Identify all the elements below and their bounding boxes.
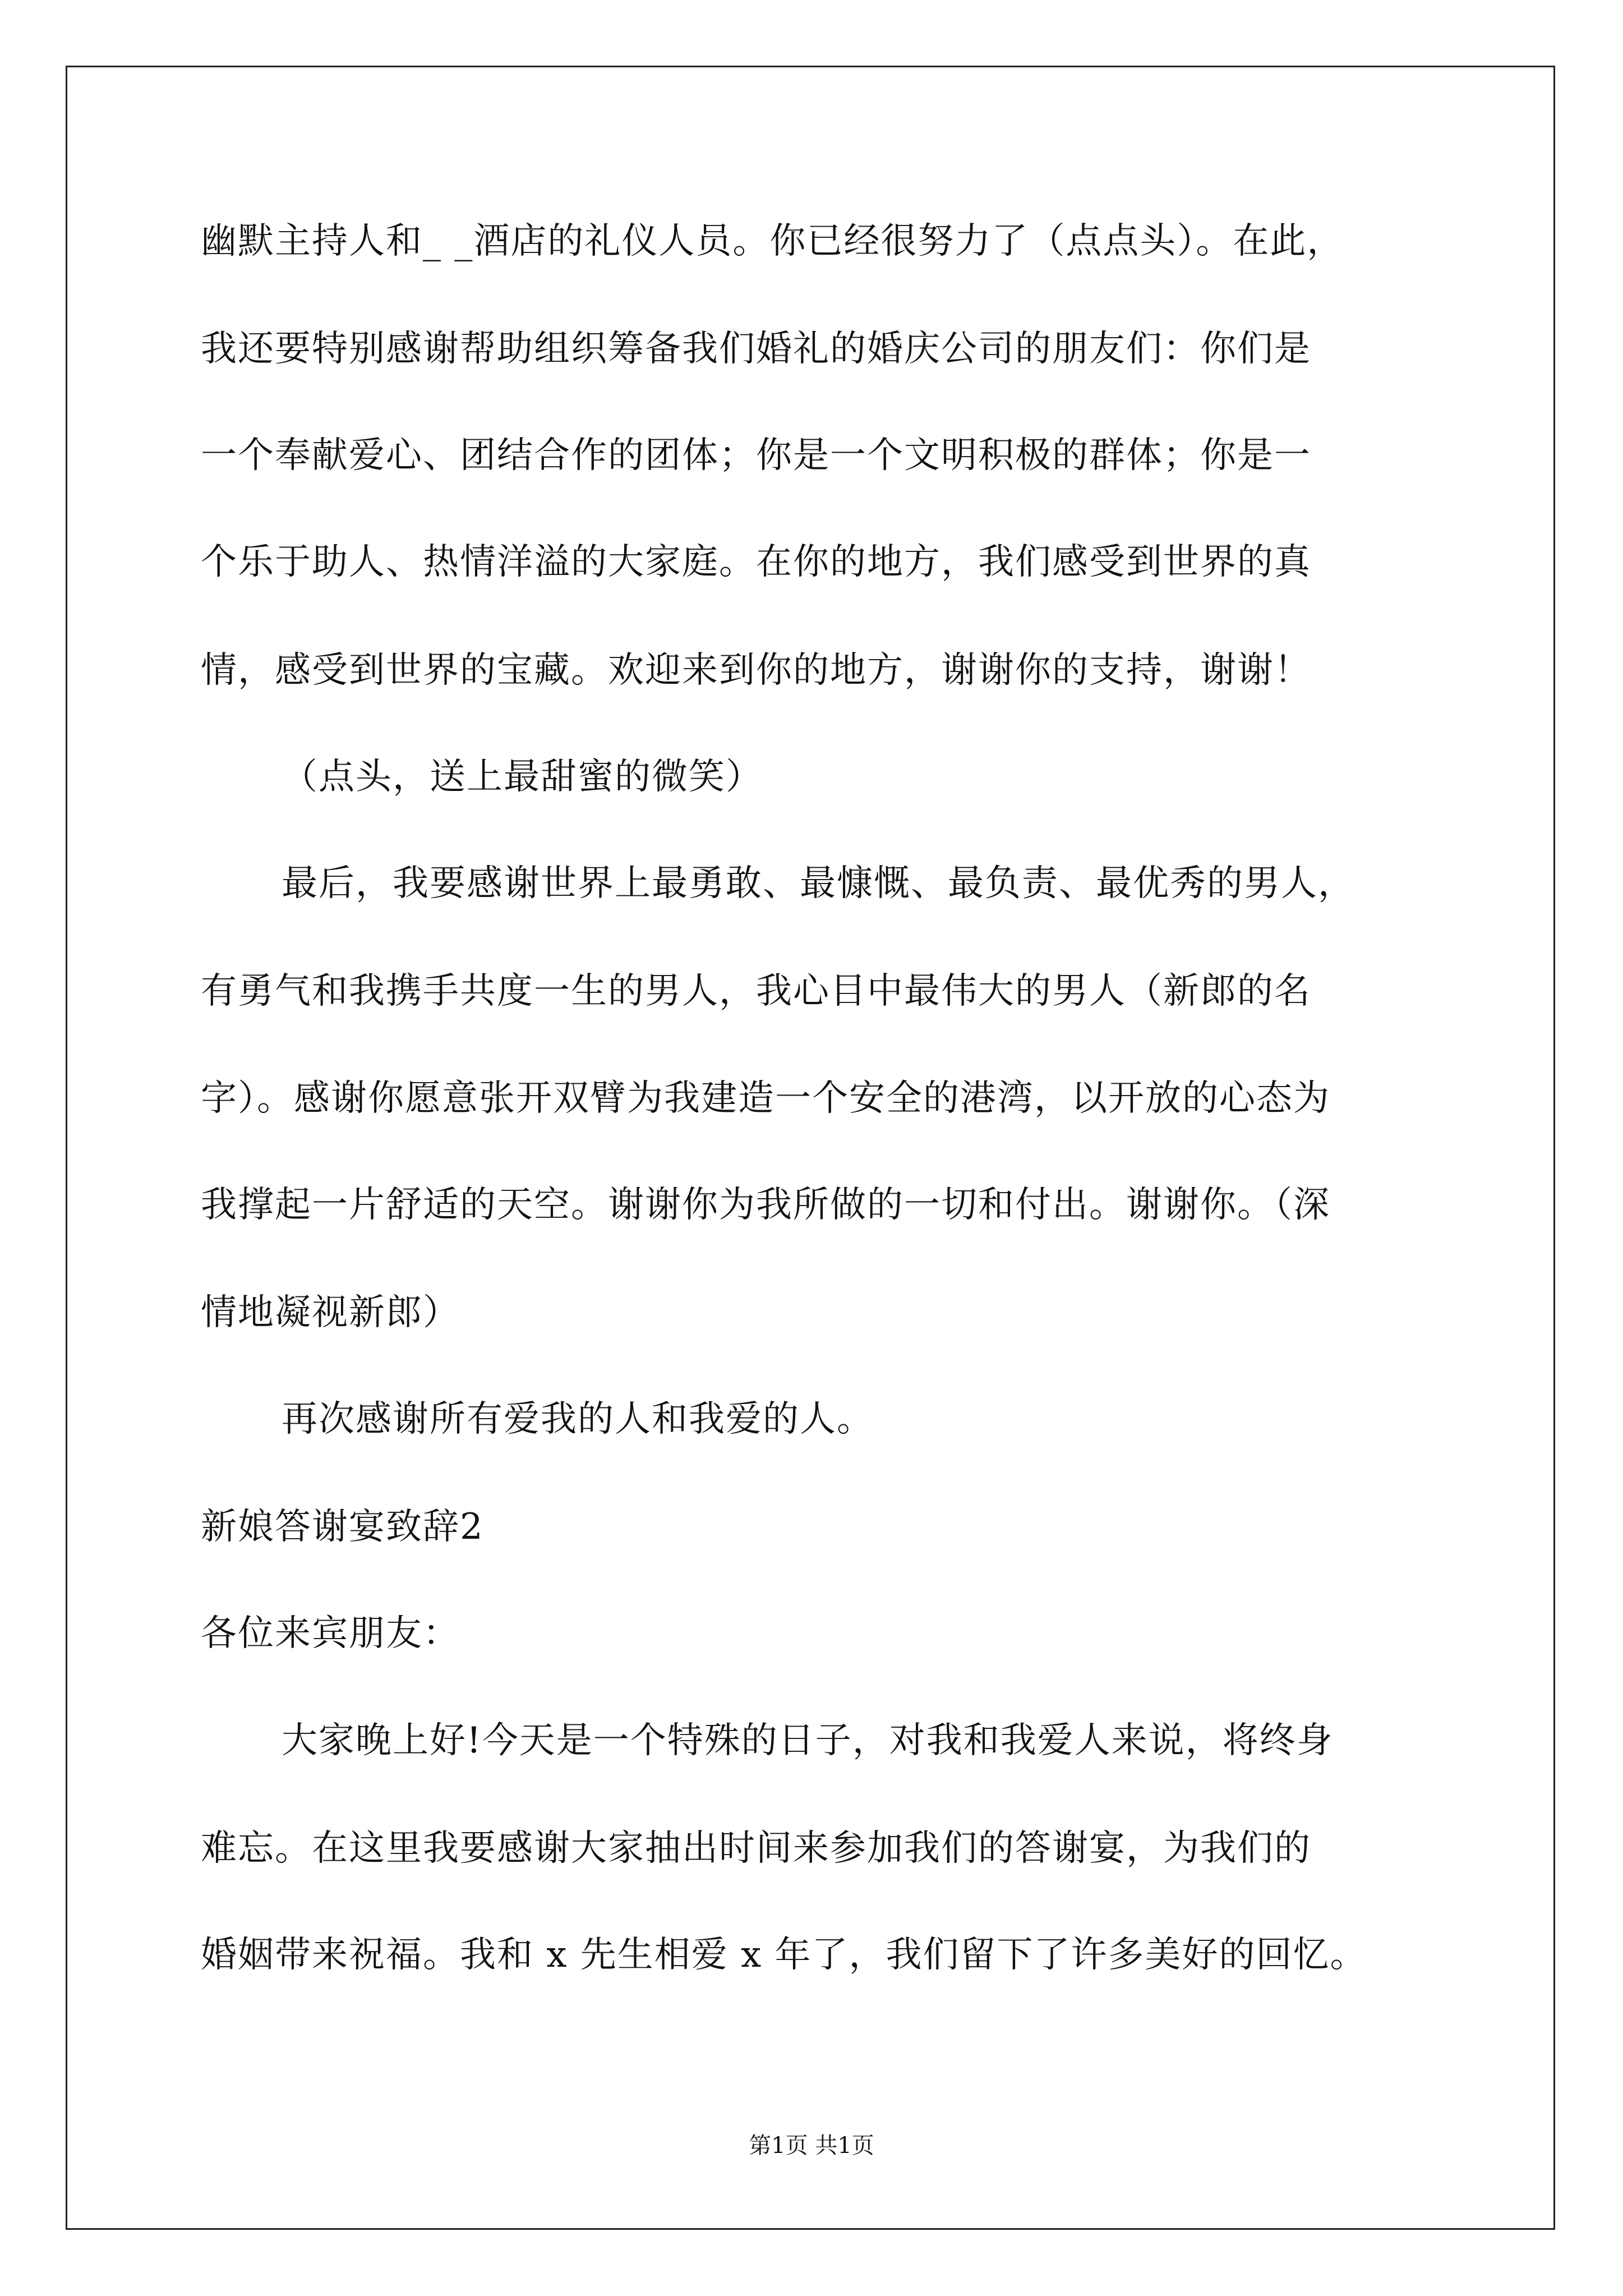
page-border (66, 66, 1555, 2230)
body-line: 再次感谢所有爱我的人和我爱的人。 (282, 1398, 874, 1440)
body-line: 有勇气和我携手共度一生的男人，我心目中最伟大的男人（新郎的名 (201, 970, 1311, 1012)
section-heading: 新娘答谢宴致辞2 (201, 1506, 484, 1548)
body-line: 最后，我要感谢世界上最勇敢、最慷慨、最负责、最优秀的男人， (282, 863, 1355, 904)
body-line: 婚姻带来祝福。我和 x 先生相爱 x 年了，我们留下了许多美好的回忆。 (201, 1934, 1367, 1976)
salutation: 各位来宾朋友： (201, 1613, 460, 1654)
body-line: 情，感受到世界的宝藏。欢迎来到你的地方，谢谢你的支持，谢谢！ (201, 650, 1311, 691)
stage-direction: （点头，送上最甜蜜的微笑） (282, 756, 763, 798)
body-line: 字）。感谢你愿意张开双臂为我建造一个安全的港湾，以开放的心态为 (201, 1078, 1330, 1119)
body-line: 我还要特别感谢帮助组织筹备我们婚礼的婚庆公司的朋友们：你们是 (201, 328, 1311, 370)
body-line: 一个奉献爱心、团结合作的团体；你是一个文明积极的群体；你是一 (201, 435, 1311, 476)
body-line: 大家晚上好!今天是一个特殊的日子，对我和我爱人来说，将终身 (282, 1720, 1334, 1761)
body-line: 幽默主持人和_ _酒店的礼仪人员。你已经很努力了（点点头）。在此， (201, 220, 1344, 262)
body-line: 情地凝视新郎） (201, 1292, 460, 1333)
body-line: 难忘。在这里我要感谢大家抽出时间来参加我们的答谢宴，为我们的 (201, 1828, 1311, 1869)
page-number-footer: 第1页 共1页 (749, 2133, 874, 2159)
body-line: 我撑起一片舒适的天空。谢谢你为我所做的一切和付出。谢谢你。（深 (201, 1184, 1330, 1226)
body-line: 个乐于助人、热情洋溢的大家庭。在你的地方，我们感受到世界的真 (201, 541, 1311, 583)
